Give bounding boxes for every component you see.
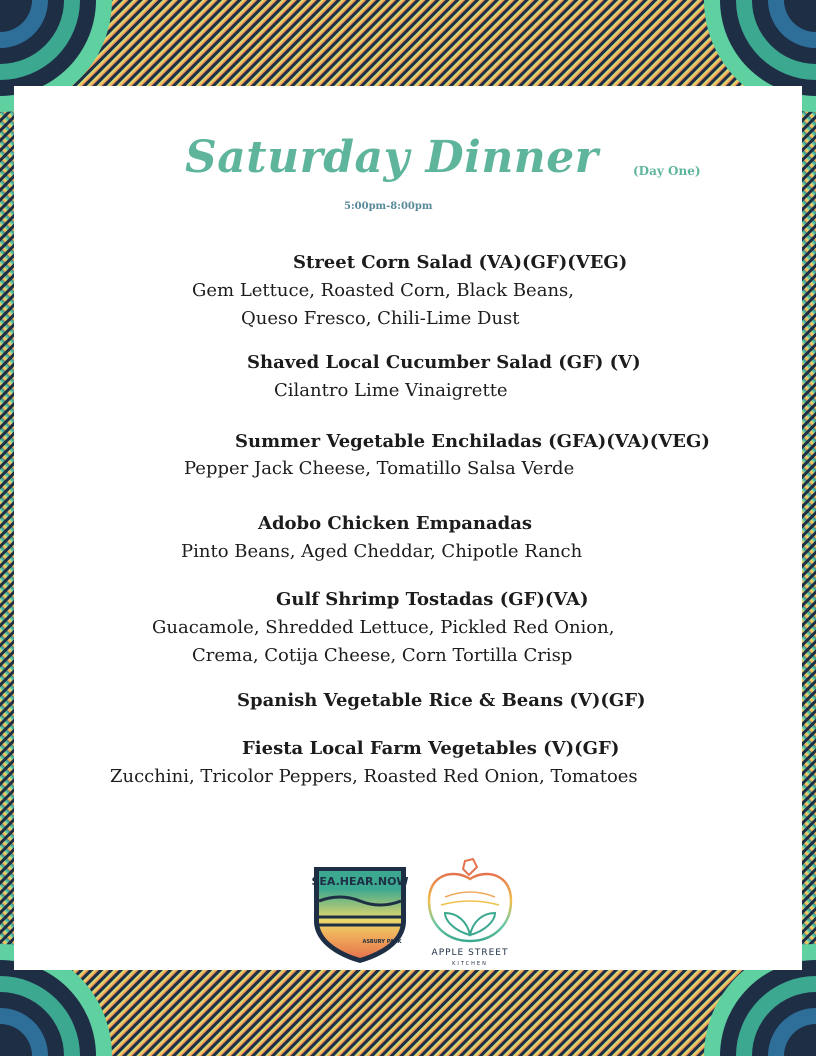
apple-street-kitchen-logo <box>415 857 525 969</box>
title-row <box>0 132 816 192</box>
page-subtitle: (Day One) <box>633 164 701 178</box>
menu-item-description: Pinto Beans, Aged Cheddar, Chipotle Ranch <box>181 541 583 562</box>
menu-item-name: Shaved Local Cucumber Salad (GF) (V) <box>247 352 641 373</box>
menu-item-description: Pepper Jack Cheese, Tomatillo Salsa Verde <box>184 458 575 479</box>
menu-item-name: Spanish Vegetable Rice & Beans (V)(GF) <box>237 690 646 711</box>
kitchen-wordmark: KITCHEN <box>452 961 488 967</box>
page-title: Saturday Dinner <box>185 132 599 183</box>
menu-item-description: Queso Fresco, Chili-Lime Dust <box>241 308 520 329</box>
menu-item-name: Fiesta Local Farm Vegetables (V)(GF) <box>242 738 620 759</box>
menu-item-description: Crema, Cotija Cheese, Corn Tortilla Crisp <box>192 645 573 666</box>
apple-street-wordmark: APPLE STREET <box>431 948 509 958</box>
menu-item-description: Gem Lettuce, Roasted Corn, Black Beans, <box>192 280 574 301</box>
menu-item-description: Cilantro Lime Vinaigrette <box>274 380 508 401</box>
menu-item-description: Guacamole, Shredded Lettuce, Pickled Red Onion, <box>152 617 615 638</box>
menu-item-name: Adobo Chicken Empanadas <box>258 513 533 534</box>
menu-item-name: Summer Vegetable Enchiladas (GFA)(VA)(VEG) <box>235 431 710 452</box>
sea-hear-now-logo <box>310 863 410 965</box>
menu-item-description: Zucchini, Tricolor Peppers, Roasted Red Onion, Tomatoes <box>110 766 638 787</box>
asbury-park-text: ASBURY PARK <box>362 939 402 945</box>
menu-item-name: Gulf Shrimp Tostadas (GF)(VA) <box>276 589 589 610</box>
sponsor-logos <box>0 855 816 965</box>
sea-hear-now-wordmark: SEA.HEAR.NOW <box>311 875 409 888</box>
menu-item-name: Street Corn Salad (VA)(GF)(VEG) <box>293 252 628 273</box>
service-time: 5:00pm-8:00pm <box>344 201 433 212</box>
